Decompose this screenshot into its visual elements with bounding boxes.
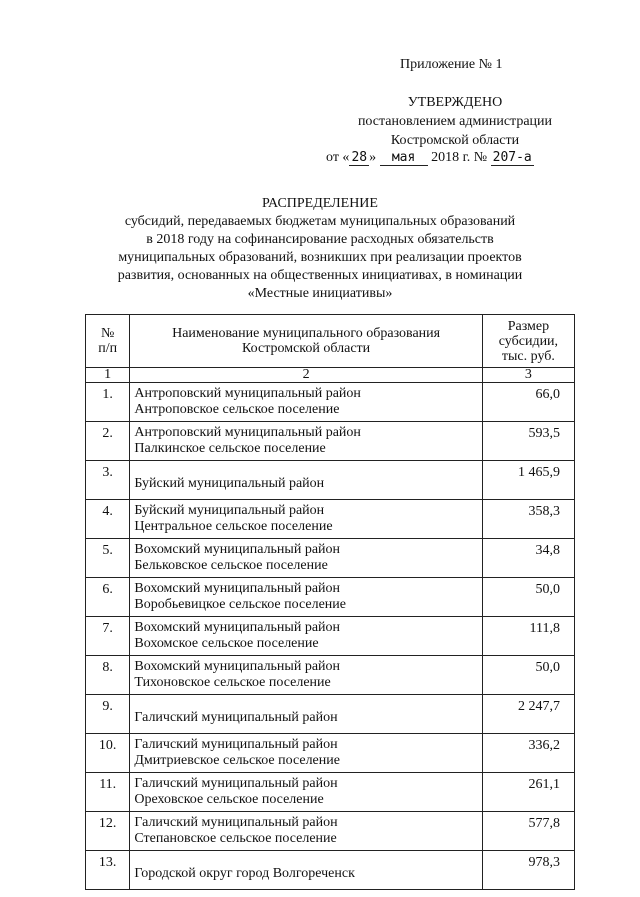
row-amount: 50,0 bbox=[482, 656, 574, 695]
row-name-line-1: Антроповский муниципальный район bbox=[134, 386, 361, 401]
row-number: 2. bbox=[86, 422, 130, 461]
row-name-line-2: Вохомское сельское поселение bbox=[134, 636, 319, 651]
approval-date bbox=[326, 150, 534, 166]
row-name bbox=[130, 383, 482, 422]
table-row bbox=[86, 617, 575, 656]
row-amount: 1 465,9 bbox=[482, 461, 574, 500]
row-name bbox=[130, 422, 482, 461]
row-number: 10. bbox=[86, 734, 130, 773]
table-row bbox=[86, 773, 575, 812]
table-header-row bbox=[86, 315, 575, 368]
row-name bbox=[130, 500, 482, 539]
row-name-line-2: Антроповское сельское поселение bbox=[134, 402, 340, 417]
row-name-line-1: Вохомский муниципальный район bbox=[134, 659, 341, 674]
header-amount-line-2: субсидии, bbox=[498, 333, 559, 349]
table-row bbox=[86, 383, 575, 422]
row-name-line-1: Галичский муниципальный район bbox=[134, 710, 338, 725]
table-row bbox=[86, 422, 575, 461]
row-amount: 2 247,7 bbox=[482, 695, 574, 734]
row-amount: 358,3 bbox=[482, 500, 574, 539]
row-name-line-2: Центральное сельское поселение bbox=[134, 519, 333, 534]
date-month: мая bbox=[380, 151, 428, 166]
row-name bbox=[130, 734, 482, 773]
index-cell-3: 3 bbox=[482, 368, 574, 383]
approval-title: УТВЕРЖДЕНО bbox=[407, 95, 503, 110]
row-amount: 34,8 bbox=[482, 539, 574, 578]
row-amount: 577,8 bbox=[482, 812, 574, 851]
header-num bbox=[86, 315, 130, 368]
row-name-line-2: Воробьевицкое сельское поселение bbox=[134, 597, 346, 612]
row-name bbox=[130, 539, 482, 578]
table-row bbox=[86, 461, 575, 500]
row-name-line-1: Вохомский муниципальный район bbox=[134, 542, 341, 557]
row-name-line-2: Бельковское сельское поселение bbox=[134, 558, 328, 573]
header-amount-line-3: тыс. руб. bbox=[501, 348, 555, 364]
header-num-line-2: п/п bbox=[98, 341, 118, 356]
row-amount: 111,8 bbox=[482, 617, 574, 656]
table-row bbox=[86, 812, 575, 851]
index-cell-1: 1 bbox=[86, 368, 130, 383]
row-name-line-1: Вохомский муниципальный район bbox=[134, 620, 341, 635]
table-row bbox=[86, 539, 575, 578]
date-year: 2018 г. № bbox=[431, 150, 488, 165]
table-body bbox=[86, 383, 575, 890]
row-name-line-1: Галичский муниципальный район bbox=[134, 776, 338, 791]
row-name-line-1: Буйский муниципальный район bbox=[134, 503, 325, 518]
row-name bbox=[130, 578, 482, 617]
row-name bbox=[130, 656, 482, 695]
appendix-label: Приложение № 1 bbox=[400, 57, 503, 72]
header-name bbox=[130, 315, 482, 368]
row-amount: 261,1 bbox=[482, 773, 574, 812]
table-row bbox=[86, 578, 575, 617]
row-name-line-2: Палкинское сельское поселение bbox=[134, 441, 326, 456]
row-name-line-1: Галичский муниципальный район bbox=[134, 737, 338, 752]
row-name bbox=[130, 773, 482, 812]
heading-line-1: субсидий, передаваемых бюджетам муниципальных образований bbox=[124, 214, 516, 229]
approval-line-1: постановлением администрации bbox=[357, 114, 553, 129]
header-amount bbox=[482, 315, 574, 368]
row-amount: 50,0 bbox=[482, 578, 574, 617]
header-amount-line-1: Размер bbox=[507, 318, 550, 334]
row-number: 5. bbox=[86, 539, 130, 578]
index-cell-2: 2 bbox=[130, 368, 482, 383]
table-row bbox=[86, 656, 575, 695]
row-number: 8. bbox=[86, 656, 130, 695]
row-amount: 978,3 bbox=[482, 851, 574, 890]
heading-line-4: развития, основанных на общественных инициативах, в номинации bbox=[117, 268, 523, 283]
row-name-line-1: Антроповский муниципальный район bbox=[134, 425, 361, 440]
row-name-line-1: Городской округ город Волгореченск bbox=[134, 866, 355, 881]
row-name bbox=[130, 617, 482, 656]
row-name-line-2: Тихоновское сельское поселение bbox=[134, 675, 331, 690]
heading-line-2: в 2018 году на софинансирование расходных обязательств bbox=[146, 232, 494, 247]
row-name-line-2: Дмитриевское сельское поселение bbox=[134, 753, 340, 768]
document-number: 207-а bbox=[492, 150, 532, 165]
heading-line-3: муниципальных образований, возникших при реализации проектов bbox=[118, 250, 522, 265]
row-name-line-1: Галичский муниципальный район bbox=[134, 815, 338, 830]
header-num-line-1: № bbox=[101, 326, 115, 341]
date-day: 28 bbox=[351, 150, 368, 165]
row-number: 6. bbox=[86, 578, 130, 617]
row-amount: 593,5 bbox=[482, 422, 574, 461]
table-index-row bbox=[86, 368, 575, 383]
row-amount: 66,0 bbox=[482, 383, 574, 422]
heading-line-5: «Местные инициативы» bbox=[247, 286, 393, 301]
header-name-line-2: Костромской области bbox=[241, 341, 371, 356]
row-number: 4. bbox=[86, 500, 130, 539]
subsidy-table bbox=[85, 314, 575, 890]
row-number: 12. bbox=[86, 812, 130, 851]
row-number: 13. bbox=[86, 851, 130, 890]
date-mid: » bbox=[369, 150, 377, 165]
row-name-line-1: Буйский муниципальный район bbox=[134, 476, 325, 491]
row-name-line-2: Ореховское сельское поселение bbox=[134, 792, 324, 807]
row-number: 9. bbox=[86, 695, 130, 734]
table-row bbox=[86, 500, 575, 539]
table-row bbox=[86, 734, 575, 773]
row-name-line-1: Вохомский муниципальный район bbox=[134, 581, 341, 596]
table-row bbox=[86, 695, 575, 734]
row-number: 11. bbox=[86, 773, 130, 812]
date-prefix: от « bbox=[326, 150, 350, 165]
row-number: 7. bbox=[86, 617, 130, 656]
row-name bbox=[130, 812, 482, 851]
row-name-line-2: Степановское сельское поселение bbox=[134, 831, 337, 846]
table-row bbox=[86, 851, 575, 890]
header-name-line-1: Наименование муниципального образования bbox=[172, 326, 441, 341]
row-number: 1. bbox=[86, 383, 130, 422]
row-name bbox=[130, 851, 482, 890]
row-amount: 336,2 bbox=[482, 734, 574, 773]
row-number: 3. bbox=[86, 461, 130, 500]
row-name bbox=[130, 461, 482, 500]
approval-line-2: Костромской области bbox=[390, 133, 520, 148]
document-title: РАСПРЕДЕЛЕНИЕ bbox=[262, 196, 378, 211]
row-name bbox=[130, 695, 482, 734]
